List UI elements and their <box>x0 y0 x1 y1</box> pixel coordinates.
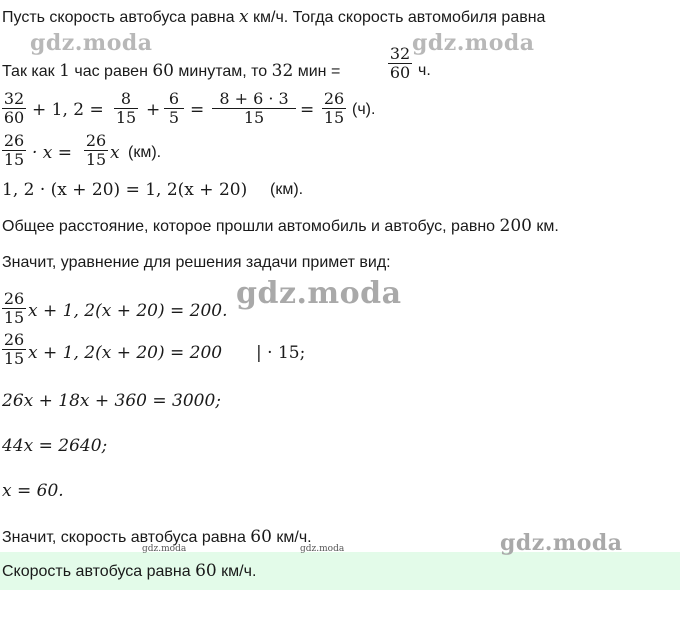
denominator: 60 <box>389 63 411 82</box>
expr: · x = <box>32 143 73 163</box>
num: 32 <box>271 61 294 81</box>
watermark-small: gdz.moda <box>142 544 187 554</box>
unit: (км). <box>270 181 304 198</box>
fraction <box>114 90 138 127</box>
fraction <box>84 132 108 169</box>
op: = <box>190 100 205 120</box>
num: 1 <box>59 61 70 81</box>
num: 60 <box>250 527 272 547</box>
numerator: 8 + 6 · 3 <box>219 89 289 108</box>
text: Так как <box>2 63 60 80</box>
line-minutes <box>2 61 340 82</box>
line-intro <box>2 7 545 28</box>
text: мин = <box>293 63 341 80</box>
numerator: 26 <box>3 131 25 150</box>
denominator: 60 <box>3 108 25 127</box>
fraction <box>2 132 26 169</box>
answer-text <box>2 561 256 581</box>
unit: ч. <box>418 62 431 79</box>
equation: x + 1, 2(x + 20) = 200. <box>28 301 228 321</box>
watermark-small: gdz.moda <box>300 544 345 554</box>
fraction <box>2 90 26 127</box>
numerator: 6 <box>168 89 180 108</box>
denominator: 15 <box>3 349 25 368</box>
watermark: gdz.moda <box>236 276 402 311</box>
denominator: 5 <box>164 108 184 127</box>
denominator: 15 <box>85 150 107 169</box>
num: 60 <box>152 61 174 81</box>
denominator: 15 <box>115 108 137 127</box>
unit: км. <box>531 218 559 235</box>
answer-box <box>0 552 680 590</box>
text: км/ч. Тогда скорость автомобиля равна <box>248 9 546 26</box>
fraction <box>2 331 26 368</box>
numerator: 26 <box>3 330 25 349</box>
watermark: gdz.moda <box>500 530 623 556</box>
multiplier: | · 15; <box>256 343 306 363</box>
equation: 44x = 2640; <box>2 436 108 456</box>
numerator: 32 <box>3 89 25 108</box>
text: Общее расстояние, которое прошли автомобиль и автобус, равно <box>2 218 500 235</box>
text: час равен <box>69 63 153 80</box>
text: Скорость автобуса равна <box>2 563 196 580</box>
fraction <box>2 290 26 327</box>
equation: 26x + 18x + 360 = 3000; <box>2 391 222 411</box>
op: = <box>300 100 315 120</box>
line-total-distance <box>2 216 559 237</box>
fraction-32-60 <box>388 45 412 82</box>
num: 200 <box>499 216 532 236</box>
op: + <box>146 100 161 120</box>
text: минутам, то <box>173 63 272 80</box>
unit: км/ч. <box>216 563 257 580</box>
line-equation-intro: Значит, уравнение для решения задачи примет вид: <box>2 254 391 271</box>
numerator: 26 <box>85 131 107 150</box>
watermark: gdz.moda <box>30 30 153 56</box>
expr: + 1, 2 = <box>32 100 104 120</box>
fraction <box>322 90 346 127</box>
denominator: 15 <box>3 308 25 327</box>
unit: (ч). <box>352 101 376 118</box>
denominator: 15 <box>212 108 296 127</box>
fraction <box>212 90 296 127</box>
unit: (км). <box>128 144 162 161</box>
watermark: gdz.moda <box>412 30 535 56</box>
var-x: x <box>238 7 249 27</box>
numerator: 26 <box>323 89 345 108</box>
denominator: 15 <box>323 108 345 127</box>
expr: 1, 2 · (x + 20) = 1, 2(x + 20) <box>2 180 248 200</box>
numerator: 26 <box>3 289 25 308</box>
fraction <box>164 90 184 127</box>
numerator: 8 <box>120 89 132 108</box>
text: Пусть скорость автобуса равна <box>2 9 239 26</box>
equation: x = 60. <box>2 481 64 501</box>
numerator: 32 <box>389 44 411 63</box>
num: 60 <box>195 561 217 581</box>
var-x: x <box>110 143 120 163</box>
unit: км/ч. <box>271 529 312 546</box>
equation: x + 1, 2(x + 20) = 200 <box>28 343 223 363</box>
denominator: 15 <box>3 150 25 169</box>
text: Значит, скорость автобуса равна <box>2 529 251 546</box>
